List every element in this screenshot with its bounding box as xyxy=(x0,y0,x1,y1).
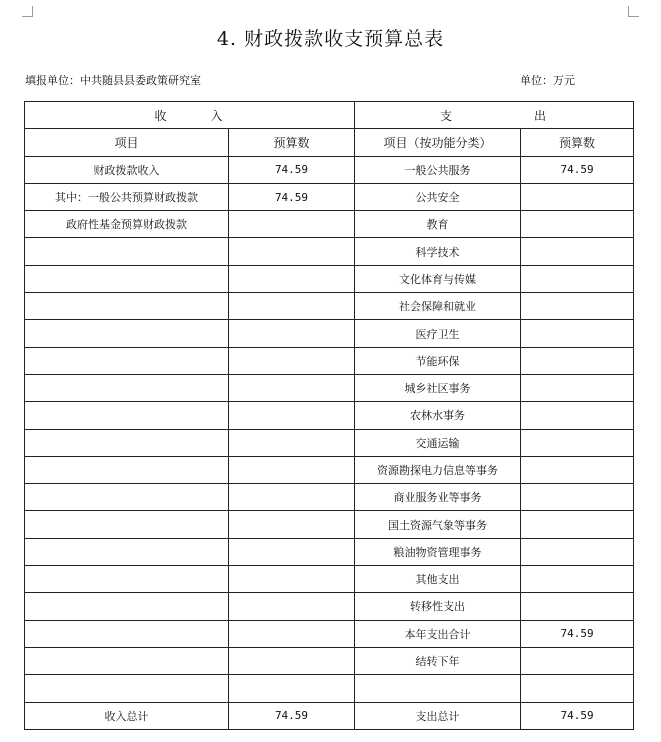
income-item-cell xyxy=(25,675,229,702)
table-row xyxy=(25,675,634,702)
header-expense-item: 项目（按功能分类） xyxy=(355,129,521,156)
expense-amount-cell: 74.59 xyxy=(521,156,634,183)
expense-amount-cell xyxy=(521,320,634,347)
expense-amount-cell xyxy=(521,538,634,565)
table-row xyxy=(25,511,634,538)
table-row xyxy=(25,456,634,483)
expense-amount-cell xyxy=(521,347,634,374)
income-section-header: 收 入 xyxy=(25,102,355,129)
income-item-cell xyxy=(25,566,229,593)
income-amount-cell xyxy=(229,293,355,320)
income-item-cell xyxy=(25,456,229,483)
expense-item-cell: 资源勘探电力信息等事务 xyxy=(355,456,521,483)
income-item-cell xyxy=(25,374,229,401)
table-row xyxy=(25,620,634,647)
table-row xyxy=(25,183,634,210)
expense-section-header xyxy=(355,102,634,129)
expense-item-cell: 粮油物资管理事务 xyxy=(355,538,521,565)
income-amount-cell xyxy=(229,566,355,593)
budget-table xyxy=(24,101,634,730)
expense-amount-cell xyxy=(521,211,634,238)
income-amount-cell xyxy=(229,620,355,647)
table-row xyxy=(25,647,634,674)
income-item-cell xyxy=(25,484,229,511)
expense-item-cell: 文化体育与传媒 xyxy=(355,265,521,292)
table-row xyxy=(25,702,634,729)
income-amount-cell xyxy=(229,675,355,702)
income-amount-cell: 74.59 xyxy=(229,702,355,729)
income-item-cell xyxy=(25,238,229,265)
income-item-cell xyxy=(25,320,229,347)
expense-item-cell: 节能环保 xyxy=(355,347,521,374)
income-amount-cell xyxy=(229,647,355,674)
table-row xyxy=(25,593,634,620)
header-income-amount: 预算数 xyxy=(229,129,355,156)
income-amount-cell xyxy=(229,484,355,511)
expense-amount-cell xyxy=(521,566,634,593)
expense-item-cell: 农林水事务 xyxy=(355,402,521,429)
expense-item-cell: 结转下年 xyxy=(355,647,521,674)
expense-section-char-2: 出 xyxy=(534,108,549,123)
expense-amount-cell xyxy=(521,265,634,292)
expense-item-cell: 商业服务业等事务 xyxy=(355,484,521,511)
table-row xyxy=(25,347,634,374)
income-amount-cell: 74.59 xyxy=(229,183,355,210)
table-row xyxy=(25,402,634,429)
expense-item-cell: 国土资源气象等事务 xyxy=(355,511,521,538)
income-item-cell xyxy=(25,347,229,374)
income-amount-cell xyxy=(229,347,355,374)
table-row xyxy=(25,320,634,347)
income-item-cell: 收入总计 xyxy=(25,702,229,729)
income-amount-cell: 74.59 xyxy=(229,156,355,183)
expense-amount-cell xyxy=(521,511,634,538)
income-amount-cell xyxy=(229,320,355,347)
table-row xyxy=(25,238,634,265)
expense-amount-cell xyxy=(521,456,634,483)
income-item-cell xyxy=(25,429,229,456)
income-amount-cell xyxy=(229,374,355,401)
income-item-cell: 财政拨款收入 xyxy=(25,156,229,183)
expense-item-cell: 科学技术 xyxy=(355,238,521,265)
income-amount-cell xyxy=(229,402,355,429)
income-item-cell xyxy=(25,620,229,647)
income-amount-cell xyxy=(229,211,355,238)
income-item-cell: 政府性基金预算财政拨款 xyxy=(25,211,229,238)
header-income-item: 项目 xyxy=(25,129,229,156)
expense-item-cell: 公共安全 xyxy=(355,183,521,210)
expense-item-cell: 本年支出合计 xyxy=(355,620,521,647)
reporting-unit: 填报单位：中共随县县委政策研究室 xyxy=(25,74,201,87)
expense-amount-cell xyxy=(521,675,634,702)
expense-item-cell xyxy=(355,675,521,702)
expense-amount-cell xyxy=(521,402,634,429)
expense-item-cell: 支出总计 xyxy=(355,702,521,729)
expense-amount-cell: 74.59 xyxy=(521,620,634,647)
page-corner-mark-left xyxy=(22,6,33,17)
income-amount-cell xyxy=(229,429,355,456)
currency-unit: 单位：万元 xyxy=(520,74,575,87)
table-row xyxy=(25,566,634,593)
expense-item-cell: 其他支出 xyxy=(355,566,521,593)
expense-item-cell: 一般公共服务 xyxy=(355,156,521,183)
table-row xyxy=(25,211,634,238)
expense-item-cell: 城乡社区事务 xyxy=(355,374,521,401)
income-amount-cell xyxy=(229,538,355,565)
income-amount-cell xyxy=(229,593,355,620)
income-item-cell xyxy=(25,293,229,320)
expense-item-cell: 交通运输 xyxy=(355,429,521,456)
income-item-cell: 其中：一般公共预算财政拨款 xyxy=(25,183,229,210)
income-amount-cell xyxy=(229,238,355,265)
table-row xyxy=(25,429,634,456)
expense-amount-cell xyxy=(521,238,634,265)
expense-amount-cell xyxy=(521,647,634,674)
income-item-cell xyxy=(25,402,229,429)
expense-amount-cell xyxy=(521,183,634,210)
table-row xyxy=(25,265,634,292)
income-amount-cell xyxy=(229,265,355,292)
expense-section-char-1: 支 xyxy=(440,108,455,123)
table-row xyxy=(25,156,634,183)
income-item-cell xyxy=(25,265,229,292)
income-item-cell xyxy=(25,538,229,565)
income-item-cell xyxy=(25,511,229,538)
section-header-row xyxy=(25,102,634,129)
income-amount-cell xyxy=(229,456,355,483)
page-title: 4. 财政拨款收支预算总表 xyxy=(216,28,445,50)
table-row xyxy=(25,538,634,565)
table-row xyxy=(25,374,634,401)
column-header-row xyxy=(25,129,634,156)
expense-item-cell: 转移性支出 xyxy=(355,593,521,620)
income-item-cell xyxy=(25,647,229,674)
expense-item-cell: 医疗卫生 xyxy=(355,320,521,347)
expense-item-cell: 教育 xyxy=(355,211,521,238)
table-row xyxy=(25,293,634,320)
expense-amount-cell xyxy=(521,293,634,320)
header-expense-amount: 预算数 xyxy=(521,129,634,156)
expense-amount-cell xyxy=(521,484,634,511)
page-corner-mark-right xyxy=(628,6,639,17)
expense-amount-cell: 74.59 xyxy=(521,702,634,729)
table-row xyxy=(25,484,634,511)
expense-amount-cell xyxy=(521,374,634,401)
expense-amount-cell xyxy=(521,429,634,456)
expense-amount-cell xyxy=(521,593,634,620)
expense-item-cell: 社会保障和就业 xyxy=(355,293,521,320)
income-amount-cell xyxy=(229,511,355,538)
income-item-cell xyxy=(25,593,229,620)
